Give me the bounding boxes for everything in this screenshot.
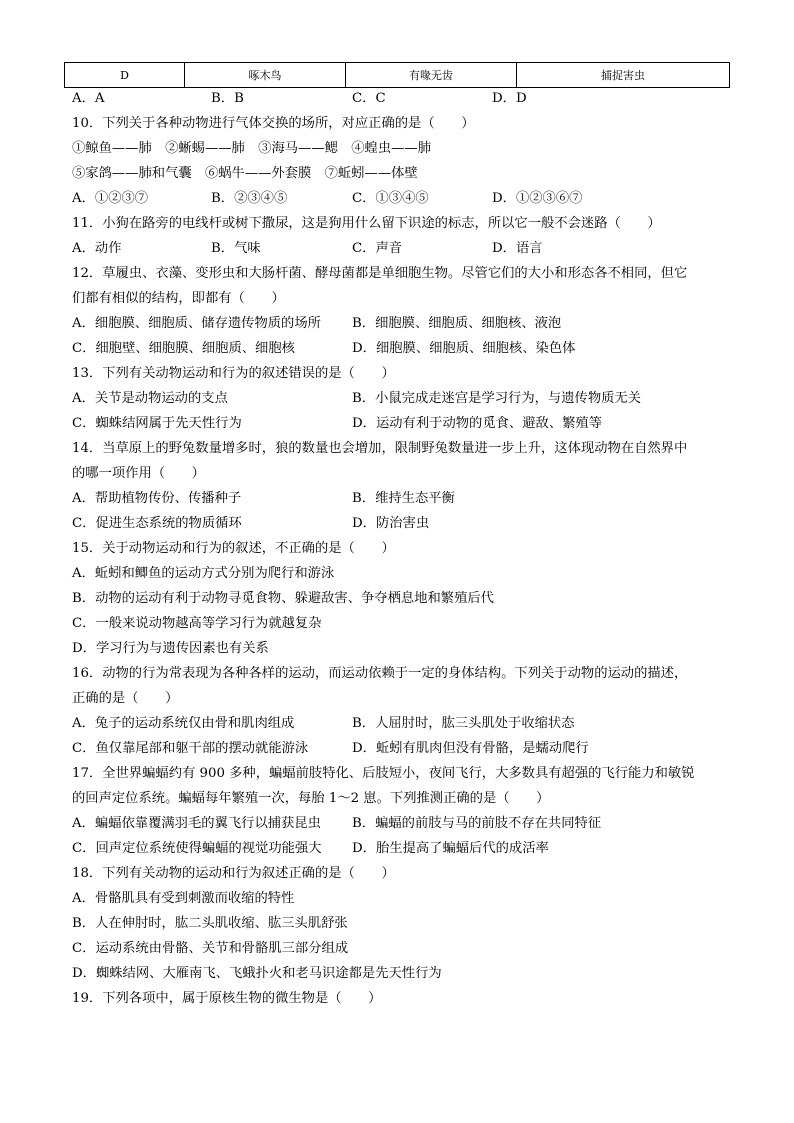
q13-option-c[interactable]: C．蜘蛛结网属于先天性行为 [72,416,242,431]
q17-option-a[interactable]: A．蝙蝠依靠覆满羽毛的翼飞行以捕获昆虫 [72,816,321,831]
q14-stem-line2: 的哪一项作用（ ） [72,466,205,481]
q16-option-a[interactable]: A．兔子的运动系统仅由骨和肌肉组成 [72,716,295,731]
table-cell-function: 捕捉害虫 [517,63,730,88]
table-cell-option: D [65,63,185,88]
q11-option-b[interactable]: B．气味 [211,241,261,256]
q17-stem-line2: 的回声定位系统。蝙蝠每年繁殖一次，每胎 1～2 崽。下列推测正确的是（ ） [72,791,550,806]
q17-stem-line1: 17．全世界蝙蝠约有 900 多种，蝙蝠前肢特化、后肢短小，夜间飞行，大多数具有超强的飞行能力和敏锐 [72,766,695,781]
q15-stem: 15．关于动物运动和行为的叙述，不正确的是（ ） [72,541,395,556]
q14-option-c[interactable]: C．促进生态系统的物质循环 [72,516,242,531]
q15-option-d[interactable]: D．学习行为与遗传因素也有关系 [72,641,269,656]
q15-option-c[interactable]: C．一般来说动物越高等学习行为就越复杂 [72,616,322,631]
table-cell-feature: 有喙无齿 [346,63,517,88]
q16-option-c[interactable]: C．鱼仅靠尾部和躯干部的摆动就能游泳 [72,741,309,756]
q16-stem-line2: 正确的是（ ） [72,691,179,706]
q19-stem: 19．下列各项中，属于原核生物的微生物是（ ） [72,991,382,1006]
q12-option-c[interactable]: C．细胞壁、细胞膜、细胞质、细胞核 [72,341,295,356]
q9-option-a[interactable]: A．A [72,91,105,106]
q10-items-line1: ①鲸鱼——肺 ②蜥蜴——肺 ③海马——鳃 ④蝗虫——肺 [72,141,432,156]
q18-option-d[interactable]: D．蜘蛛结网、大雁南飞、飞蛾扑火和老马识途都是先天性行为 [72,966,442,981]
q14-option-b[interactable]: B．维持生态平衡 [352,491,455,506]
q16-stem-line1: 16．动物的行为常表现为各种各样的运动，而运动依赖于一定的身体结构。下列关于动物的运动的描述， [72,666,688,681]
q15-option-b[interactable]: B．动物的运动有利于动物寻觅食物、躲避敌害、争夺栖息地和繁殖后代 [72,591,494,606]
q14-stem-line1: 14．当草原上的野兔数量增多时，狼的数量也会增加，限制野兔数量进一步上升，这体现动物在自然界中 [72,441,688,456]
q10-option-b[interactable]: B．②③④⑤ [211,191,288,206]
q16-option-d[interactable]: D．蚯蚓有肌肉但没有骨骼，是蠕动爬行 [352,741,589,756]
q9-option-b[interactable]: B．B [211,91,244,106]
q12-option-b[interactable]: B．细胞膜、细胞质、细胞核、液泡 [352,316,562,331]
q12-option-d[interactable]: D．细胞膜、细胞质、细胞核、染色体 [352,341,576,356]
q10-option-a[interactable]: A．①②③⑦ [72,191,149,206]
q9-option-d[interactable]: D．D [492,91,527,106]
q14-option-d[interactable]: D．防治害虫 [352,516,430,531]
q18-option-b[interactable]: B．人在伸肘时，肱二头肌收缩、肱三头肌舒张 [72,916,348,931]
q14-option-a[interactable]: A．帮助植物传份、传播种子 [72,491,242,506]
q13-option-b[interactable]: B．小鼠完成走迷宫是学习行为，与遗传物质无关 [352,391,642,406]
q11-option-d[interactable]: D．语言 [492,241,543,256]
q11-stem: 11．小狗在路旁的电线杆或树下撒尿，这是狗用什么留下识途的标志，所以它一般不会迷路（ ） [72,216,661,231]
q17-option-d[interactable]: D．胎生提高了蝙蝠后代的成活率 [352,841,549,856]
q18-option-a[interactable]: A．骨骼肌具有受到刺激而收缩的特性 [72,891,295,906]
q10-items-line2: ⑤家鸽——肺和气囊 ⑥蜗牛——外套膜 ⑦蚯蚓——体壁 [72,166,418,181]
q12-option-a[interactable]: A．细胞膜、细胞质、储存遗传物质的场所 [72,316,321,331]
q17-option-b[interactable]: B．蝙蝠的前肢与马的前肢不存在共同特征 [352,816,602,831]
q13-option-d[interactable]: D．运动有利于动物的觅食、避敌、繁殖等 [352,416,603,431]
q13-stem: 13．下列有关动物运动和行为的叙述错误的是（ ） [72,366,395,381]
q10-option-c[interactable]: C．①③④⑤ [352,191,429,206]
q16-option-b[interactable]: B．人屈肘时，肱三头肌处于收缩状态 [352,716,575,731]
q11-option-c[interactable]: C．声音 [352,241,403,256]
q10-option-d[interactable]: D．①②③⑥⑦ [492,191,583,206]
q12-stem-line2: 们都有相似的结构，即都有（ ） [72,291,285,306]
q17-option-c[interactable]: C．回声定位系统使得蝙蝠的视觉功能强大 [72,841,322,856]
q13-option-a[interactable]: A．关节是动物运动的支点 [72,391,228,406]
q12-stem-line1: 12．草履虫、衣藻、变形虫和大肠杆菌、酵母菌都是单细胞生物。尽管它们的大小和形态各不相同，但它 [72,266,688,281]
q18-option-c[interactable]: C．运动系统由骨骼、关节和骨骼肌三部分组成 [72,941,349,956]
q18-stem: 18．下列有关动物的运动和行为叙述正确的是（ ） [72,866,395,881]
q15-option-a[interactable]: A．蚯蚓和鲫鱼的运动方式分别为爬行和游泳 [72,566,335,581]
q10-stem: 10．下列关于各种动物进行气体交换的场所，对应正确的是（ ） [72,116,475,131]
table-cell-animal: 啄木鸟 [185,63,346,88]
q11-option-a[interactable]: A．动作 [72,241,122,256]
q9-option-c[interactable]: C．C [352,91,386,106]
answer-table-row-d [64,62,730,88]
